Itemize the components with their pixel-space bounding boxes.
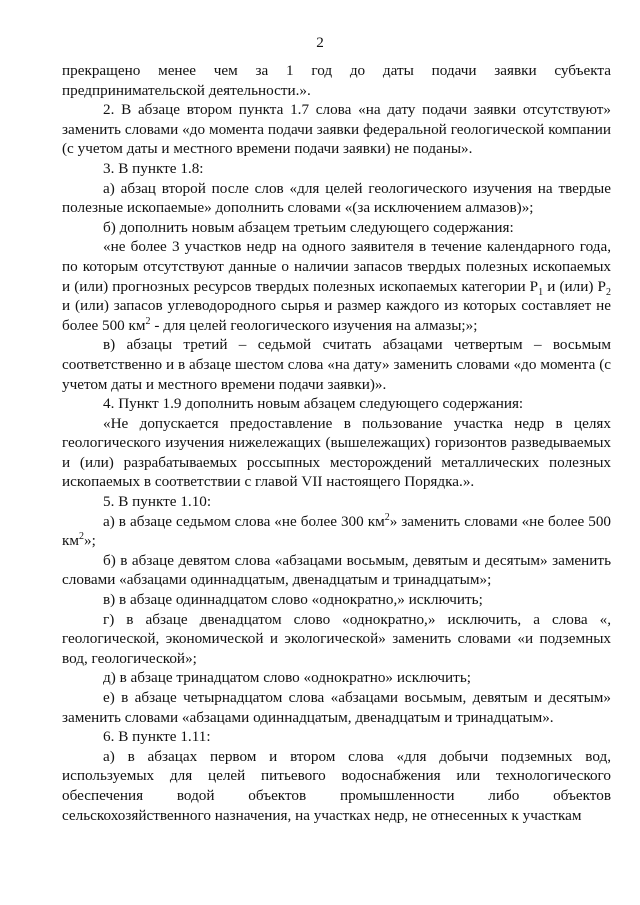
paragraph-item-5f: е) в абзаце четырнадцатом слова «абзацами восьмым, девятым и десятым» заменить словами «абзацами одиннадцатым, двенадцатым и тринадцатым». [62,689,611,726]
text-segment: - для целей геологического изучения на алмазы;»; [150,316,478,334]
paragraph-item-3b: б) дополнить новым абзацем третьим следующего содержания: [103,218,514,236]
paragraph-item-2: 2. В абзаце втором пункта 1.7 слова «на дату подачи заявки отсутствуют» заменить словами «до момента подачи заявки федеральной геологической компании (с учетом даты и местного времени подачи заявки) не поданы». [62,101,611,158]
text-segment: » заменить словами «не более 500 км [62,512,612,550]
paragraph-item-3a: а) абзац второй после слов «для целей геологического изучения на твердые полезные ископаемые» дополнить словами «(за исключением алмазов)»; [62,179,611,217]
superscript: 2 [145,315,151,327]
text-segment: «не более 3 участков недр на одного заявителя в течение календарного года, по которым отсутствуют данные о наличии запасов твердых полезных ископаемых и (или) прогнозных ресурсов твердых полезных ископаемых категории P [62,238,611,295]
paragraph-item-6a: а) в абзацах первом и втором слова «для добычи подземных вод, используемых для целей питьевого водоснабжения или технологического обеспечения водой объектов промышленности либо объектов сельскохозяйственного назначения, на участках недр, не отнесенных к участкам [62,747,611,824]
text-segment: и (или) запасов углеводородного сырья и размер каждого из которых составляет не более 500 км [62,297,611,334]
paragraph-continuation: прекращено менее чем за 1 год до даты подачи заявки субъекта предпринимательской деятельности.». [62,62,611,99]
paragraph-item-5b: б) в абзаце девятом слова «абзацами восьмым, девятым и десятым» заменить словами «абзацами одиннадцатым, двенадцатым и тринадцатым»; [62,551,611,589]
paragraph-item-6: 6. В пункте 1.11: [103,728,211,746]
subscript: 2 [606,286,611,298]
paragraph-item-5c: в) в абзаце одиннадцатом слово «однократно,» исключить; [103,591,483,609]
superscript: 2 [384,511,390,523]
text-segment: и (или) P [543,277,606,295]
page-number: 2 [316,34,324,51]
paragraph-item-5: 5. В пункте 1.10: [103,493,212,511]
text-segment: а) в абзаце седьмом слова «не более 300 км [103,512,385,530]
document-body [62,61,611,825]
subscript: 1 [538,286,544,298]
paragraph-item-3c: в) абзацы третий – седьмой считать абзацами четвертым – восьмым соответственно и в абзаце шестом слова «на дату» заменить словами «до момента (с учетом даты и местного времени подачи заявки)». [62,336,611,393]
paragraph-quote-prohibition: «Не допускается предоставление в пользование участка недр в целях геологического изучения нижележащих (вышележащих) горизонтов разведываемых и (или) разрабатываемых россыпных месторождений металлических полезных ископаемых в соответствии с главой VII настоящего Порядка.». [62,414,611,491]
paragraph-item-5a [62,512,611,551]
superscript: 2 [79,531,84,543]
paragraph-item-4: 4. Пункт 1.9 дополнить новым абзацем следующего содержания: [103,395,524,413]
text-segment: »; [84,532,96,550]
paragraph-item-3: 3. В пункте 1.8: [103,159,204,177]
paragraph-quote-plots [62,237,611,335]
paragraph-item-5e: д) в абзаце тринадцатом слово «однократно» исключить; [103,669,471,687]
paragraph-item-5d: г) в абзаце двенадцатом слово «однократно,» исключить, а слова «, геологической, экономической и экологической» заменить словами «и подземных вод, геологической»; [62,610,611,667]
